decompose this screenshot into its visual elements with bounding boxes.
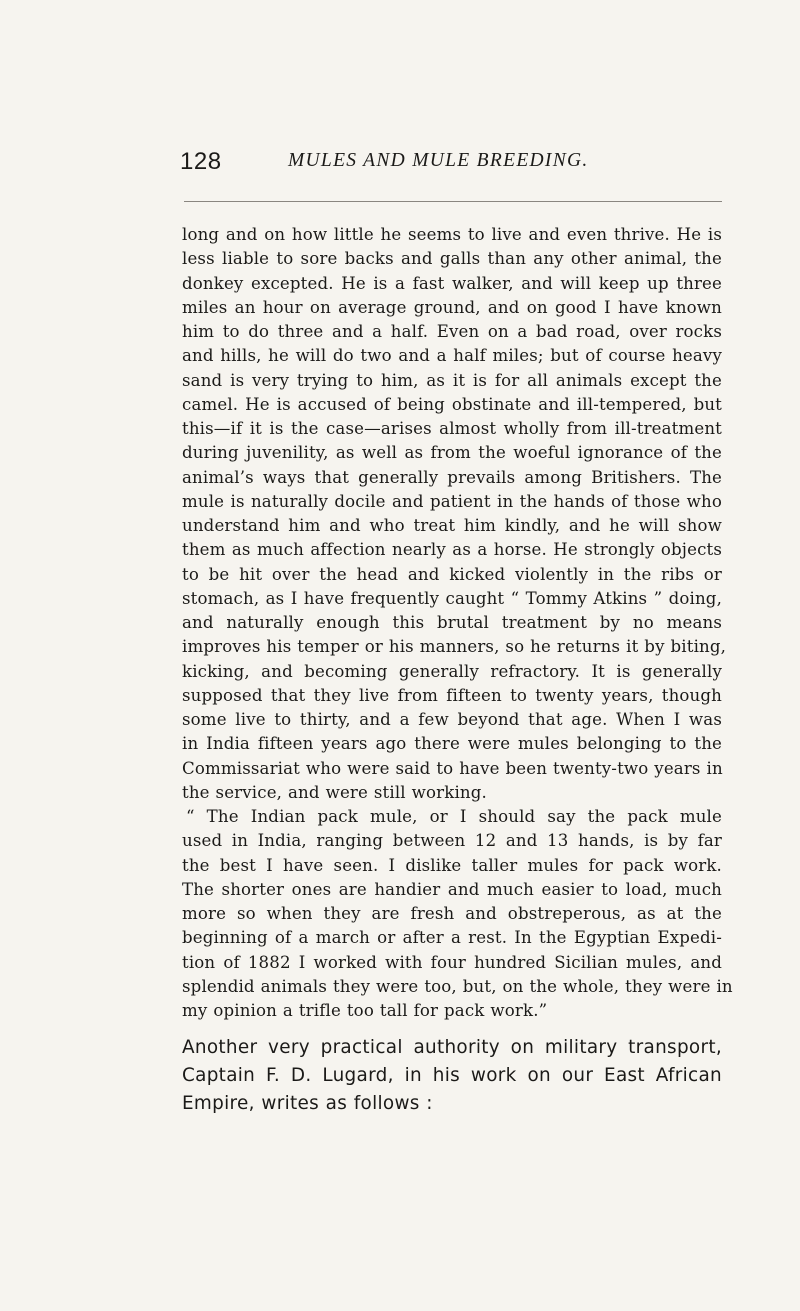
text-line: Captain F. D. Lugard, in his work on our East African: [182, 1065, 722, 1086]
text-line: tion of 1882 I worked with four hundred Sicilian mules, and: [182, 952, 722, 972]
header-rule: [184, 201, 722, 202]
text-line: some live to thirty, and a few beyond that age. When I was: [182, 710, 722, 729]
text-line: mule is naturally docile and patient in the hands of those who: [182, 491, 722, 511]
text-line: my opinion a trifle too tall for pack work.”: [182, 1001, 548, 1020]
page-number: 128: [180, 148, 222, 175]
text-line: the best I have seen. I dislike taller mules for pack work.: [182, 855, 722, 875]
text-line: kicking, and becoming generally refractory. It is generally: [182, 661, 722, 681]
closing-paragraph: [182, 1034, 722, 1118]
text-line: used in India, ranging between 12 and 13 hands, is by far: [182, 831, 722, 851]
text-line: animal’s ways that generally prevails among Britishers. The: [182, 467, 722, 487]
body-text: [182, 223, 733, 1023]
text-line: to be hit over the head and kicked violently in the ribs or: [182, 564, 722, 584]
text-line: donkey excepted. He is a fast walker, and will keep up three: [182, 273, 722, 293]
text-line: miles an hour on average ground, and on good I have known: [182, 297, 722, 317]
page-header: [180, 138, 720, 178]
text-line: stomach, as I have frequently caught “ Tommy Atkins ” doing,: [182, 588, 722, 608]
text-line: camel. He is accused of being obstinate and ill-tempered, but: [182, 394, 722, 414]
text-line: and hills, he will do two and a half miles; but of course heavy: [182, 346, 722, 366]
text-line: the service, and were still working.: [182, 782, 487, 802]
text-line: Empire, writes as follows :: [182, 1093, 433, 1114]
text-line: “ The Indian pack mule, or I should say the pack mule: [186, 807, 722, 826]
text-line: Another very practical authority on military transport,: [182, 1037, 722, 1058]
running-title: MULES AND MULE BREEDING.: [288, 150, 589, 171]
text-line: Commissariat who were said to have been twenty-two years in: [182, 758, 723, 778]
text-line: and naturally enough this brutal treatment by no means: [182, 613, 722, 632]
text-line: improves his temper or his manners, so he returns it by biting,: [182, 637, 727, 657]
text-line: sand is very trying to him, as it is for all animals except the: [182, 370, 722, 390]
text-line: him to do three and a half. Even on a bad road, over rocks: [182, 322, 722, 341]
text-line: them as much affection nearly as a horse. He strongly objects: [182, 540, 722, 560]
text-line: during juvenility, as well as from the woeful ignorance of the: [182, 443, 722, 463]
text-line: long and on how little he seems to live and even thrive. He is: [182, 225, 722, 244]
text-line: this—if it is the case—arises almost wholly from ill-treatment: [182, 419, 722, 438]
text-line: beginning of a march or after a rest. In the Egyptian Expedi-: [182, 928, 722, 948]
text-line: supposed that they live from fifteen to twenty years, though: [182, 685, 722, 705]
text-line: The shorter ones are handier and much easier to load, much: [182, 879, 722, 899]
text-line: less liable to sore backs and galls than any other animal, the: [182, 249, 722, 269]
text-line: splendid animals they were too, but, on the whole, they were in: [182, 976, 733, 996]
text-line: understand him and who treat him kindly, and he will show: [182, 516, 722, 535]
text-line: in India fifteen years ago there were mules belonging to the: [182, 734, 722, 754]
text-line: more so when they are fresh and obstreperous, as at the: [182, 904, 722, 923]
